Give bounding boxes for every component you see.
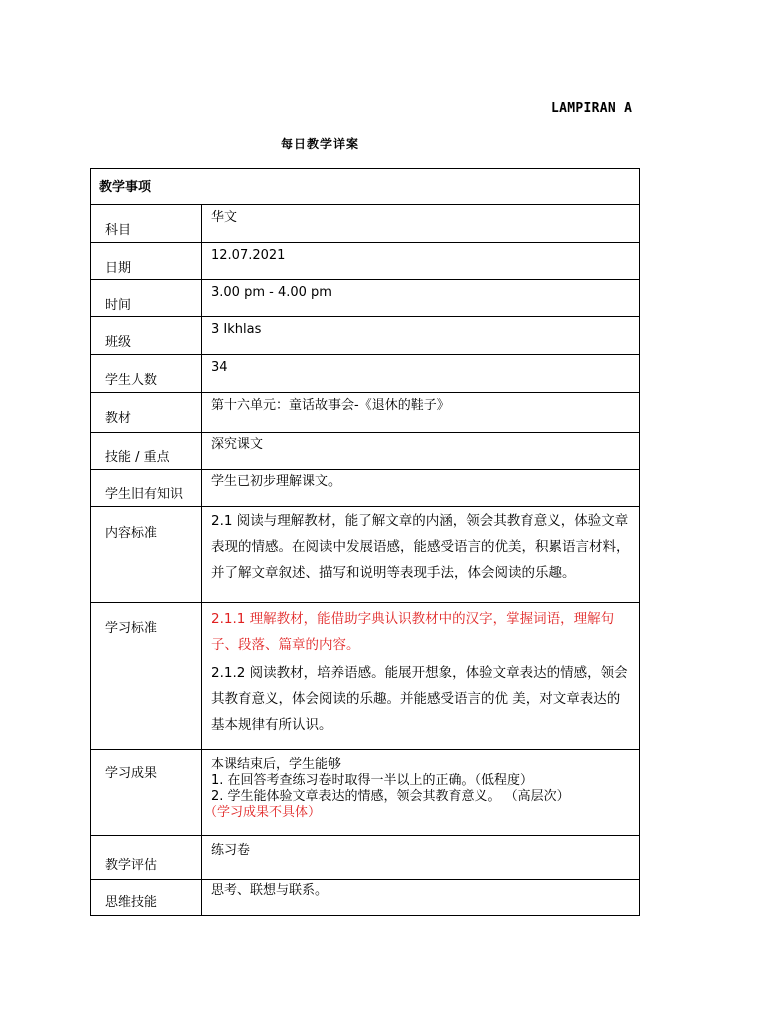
row-value: 深究课文 xyxy=(211,437,264,452)
table-row-header xyxy=(91,169,640,205)
row-value: 12.07.2021 xyxy=(211,248,286,263)
lesson-plan-table xyxy=(90,168,640,916)
table-row-class xyxy=(91,317,640,355)
outcome-note: （学习成果不具体） xyxy=(204,805,322,820)
row-value: 3.00 pm - 4.00 pm xyxy=(211,285,332,300)
row-value: 3 Ikhlas xyxy=(211,322,262,337)
row-label: 班级 xyxy=(105,335,132,350)
row-label: 学习标准 xyxy=(105,621,158,636)
row-value: 2.1.2 阅读教材，培养语感。能展开想象，体验文章表达的情感，领会其教育意义，体会阅读的乐趣。并能感受语言的优 美，对文章表达的基本规律有所认识。 xyxy=(211,665,628,733)
table-row-subject xyxy=(91,205,640,243)
row-label: 学生旧有知识 xyxy=(105,487,184,502)
row-label: 教学评估 xyxy=(105,858,158,873)
row-label: 学习成果 xyxy=(105,766,158,781)
document-title: 每日教学详案 xyxy=(280,137,359,151)
row-label: 教材 xyxy=(105,411,132,426)
row-value: 思考、联想与联系。 xyxy=(211,883,329,898)
row-label: 思维技能 xyxy=(105,895,158,910)
row-value: 34 xyxy=(211,360,228,375)
outcome-line: 本课结束后，学生能够 xyxy=(211,757,342,772)
section-title: 教学事项 xyxy=(91,169,640,205)
table-row-thinking-skill xyxy=(91,880,640,916)
row-label: 内容标准 xyxy=(105,526,158,541)
table-row-assessment xyxy=(91,836,640,880)
table-row-student-count xyxy=(91,355,640,393)
row-value: 第十六单元：童话故事会-《退休的鞋子》 xyxy=(211,398,450,413)
table-row-prior-knowledge xyxy=(91,470,640,507)
row-label: 日期 xyxy=(105,261,132,276)
table-row-date xyxy=(91,243,640,280)
table-row-time xyxy=(91,280,640,317)
table-row-skill xyxy=(91,433,640,470)
table-row-content-standard xyxy=(91,507,640,603)
row-label: 学生人数 xyxy=(105,373,158,388)
row-value: 学生已初步理解课文。 xyxy=(211,474,342,489)
row-label: 时间 xyxy=(105,298,132,313)
row-value: 练习卷 xyxy=(211,843,251,858)
table-row-material xyxy=(91,393,640,433)
outcome-line: 2. 学生能体验文章表达的情感，领会其教育意义。 （高层次） xyxy=(211,789,570,804)
lampiran-label: LAMPIRAN A xyxy=(551,101,633,116)
table-row-learning-outcome xyxy=(91,750,640,836)
learning-standard-highlight: 2.1.1 理解教材，能借助字典认识教材中的汉字，掌握词语，理解句子、段落、篇章的内容。 xyxy=(211,611,615,653)
row-value: 华文 xyxy=(211,210,238,225)
row-value: 2.1 阅读与理解教材，能了解文章的内涵，领会其教育意义，体验文章表现的情感。在阅读中发展语感，能感受语言的优美，积累语言材料， 并了解文章叙述、描写和说明等表现手法，体会阅读的乐趣。 xyxy=(211,513,630,581)
row-label: 技能 / 重点 xyxy=(105,450,170,465)
table-row-learning-standard xyxy=(91,603,640,750)
outcome-line: 1. 在回答考查练习卷时取得一半以上的正确。（低程度） xyxy=(211,773,534,788)
row-label: 科目 xyxy=(105,223,132,238)
